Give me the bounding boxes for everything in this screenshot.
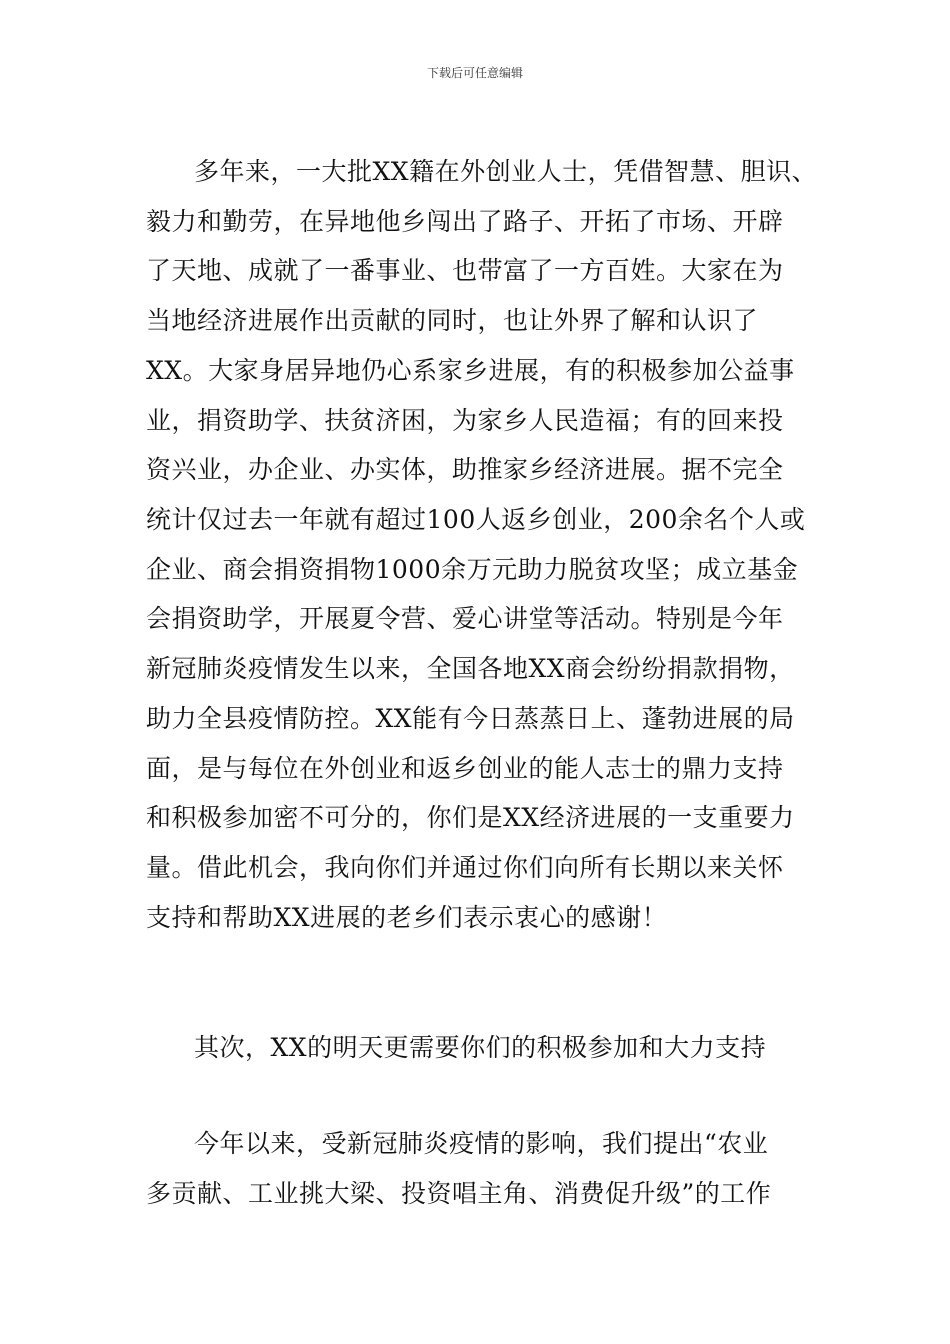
text-line: 今年以来，受新冠肺炎疫情的影响，我们提出“农业 bbox=[194, 1129, 769, 1158]
text-line: 量。借此机会，我向你们并通过你们向所有长期以来关怀 bbox=[146, 853, 784, 882]
text-line: XX。大家身居异地仍心系家乡进展，有的积极参加公益事 bbox=[146, 356, 795, 385]
text-line: 当地经济进展作出贡献的同时，也让外界了解和认识了 bbox=[146, 306, 759, 335]
text-line: 和积极参加密不可分的，你们是XX经济进展的一支重要力 bbox=[146, 803, 795, 832]
text-line: 毅力和勤劳，在异地他乡闯出了路子、开拓了市场、开辟 bbox=[146, 207, 784, 236]
text-line: 资兴业，办企业、办实体，助推家乡经济进展。据不完全 bbox=[146, 455, 784, 484]
text-line: 新冠肺炎疫情发生以来，全国各地XX商会纷纷捐款捐物， bbox=[146, 654, 795, 683]
text-line: 会捐资助学，开展夏令营、爱心讲堂等活动。特别是今年 bbox=[146, 604, 784, 633]
text-line: 支持和帮助XX进展的老乡们表示衷心的感谢！ bbox=[146, 903, 668, 932]
text-line: 企业、商会捐资捐物1000余万元助力脱贫攻坚；成立基金 bbox=[146, 555, 799, 584]
text-line: 多年来，一大批XX籍在外创业人士，凭借智慧、胆识、 bbox=[194, 157, 818, 186]
section-heading: 其次，XX的明天更需要你们的积极参加和大力支持 bbox=[194, 1033, 767, 1062]
text-line: 统计仅过去一年就有超过100人返乡创业，200余名个人或 bbox=[146, 505, 806, 534]
text-line: 了天地、成就了一番事业、也带富了一方百姓。大家在为 bbox=[146, 256, 784, 285]
text-line: 多贡献、工业挑大梁、投资唱主角、消费促升级”的工作 bbox=[146, 1179, 772, 1208]
text-line: 助力全县疫情防控。XX能有今日蒸蒸日上、蓬勃进展的局 bbox=[146, 704, 795, 733]
text-line: 业，捐资助学、扶贫济困，为家乡人民造福；有的回来投 bbox=[146, 406, 784, 435]
text-line: 面，是与每位在外创业和返乡创业的能人志士的鼎力支持 bbox=[146, 754, 784, 783]
page-header: 下载后可任意编辑 bbox=[426, 66, 523, 80]
